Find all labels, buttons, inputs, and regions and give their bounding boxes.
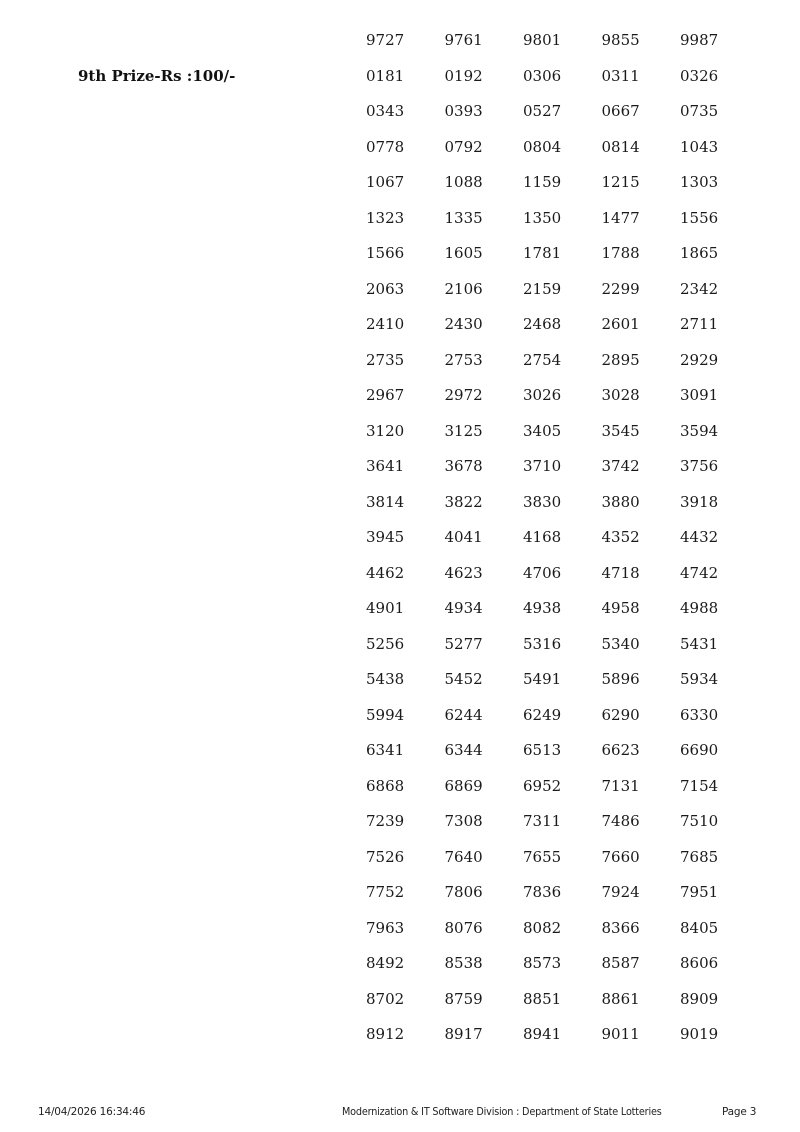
winning-number: 8861 (601, 989, 640, 1008)
number-row (366, 705, 759, 741)
winning-number: 7526 (366, 847, 405, 866)
number-row (366, 172, 759, 208)
winning-number: 5896 (601, 670, 640, 688)
winning-number: 0311 (601, 66, 640, 85)
winning-number: 7836 (523, 883, 562, 901)
winning-number: 0735 (680, 102, 719, 120)
winning-number: 8606 (680, 954, 719, 972)
winning-number: 7951 (680, 883, 719, 901)
winning-number: 3594 (680, 421, 719, 440)
winning-number: 0306 (523, 66, 562, 85)
winning-number: 3545 (601, 421, 640, 440)
winning-number: 3405 (523, 421, 562, 440)
winning-number: 0792 (444, 137, 483, 156)
winning-number: 0778 (366, 137, 405, 156)
winning-number: 3814 (366, 492, 405, 511)
winning-number: 1556 (680, 208, 719, 227)
number-row (366, 385, 759, 421)
winning-number: 2753 (444, 350, 483, 369)
number-row (366, 350, 759, 386)
number-row (366, 492, 759, 528)
winning-number: 4988 (680, 599, 719, 617)
winning-number: 5256 (366, 634, 405, 653)
winning-number: 2342 (680, 279, 719, 298)
winning-number: 4901 (366, 599, 405, 617)
winning-number: 4168 (523, 528, 562, 546)
winning-number: 6290 (601, 705, 640, 724)
winning-number: 7131 (601, 776, 640, 795)
number-row (366, 101, 759, 137)
number-row (366, 66, 759, 102)
winning-number: 8941 (523, 1025, 562, 1043)
winning-number: 8917 (444, 1025, 483, 1043)
winning-number: 6513 (523, 741, 562, 759)
winning-number: 2299 (601, 279, 640, 298)
winning-number: 5994 (366, 705, 405, 724)
winning-number: 2410 (366, 315, 405, 333)
winning-number: 1323 (366, 208, 405, 227)
winning-number: 2159 (523, 279, 562, 298)
winning-number: 7655 (523, 847, 562, 866)
winning-number: 4706 (523, 563, 562, 582)
winning-number: 3822 (444, 492, 483, 511)
winning-number: 3918 (680, 492, 719, 511)
number-row (366, 137, 759, 173)
winning-number: 6623 (601, 741, 640, 759)
winning-number: 7510 (680, 812, 719, 830)
winning-number: 3678 (444, 457, 483, 475)
winning-number: 6952 (523, 776, 562, 795)
winning-number: 7154 (680, 776, 719, 795)
number-row (366, 669, 759, 705)
winning-number: 4934 (444, 599, 483, 617)
winning-number: 1865 (680, 244, 719, 262)
number-row (366, 634, 759, 670)
winning-number: 8912 (366, 1025, 405, 1043)
winning-number: 3742 (601, 457, 640, 475)
winning-number: 1215 (601, 173, 640, 191)
winning-number: 6341 (366, 741, 405, 759)
number-row (366, 243, 759, 279)
winning-number: 4623 (444, 563, 483, 582)
winning-number: 0343 (366, 102, 405, 120)
winning-number: 8082 (523, 918, 562, 937)
winning-number: 1350 (523, 208, 562, 227)
winning-number: 8702 (366, 989, 405, 1008)
number-row (366, 740, 759, 776)
winning-number: 2754 (523, 350, 562, 369)
winning-number: 2972 (444, 386, 483, 404)
winning-number: 4958 (601, 599, 640, 617)
winning-number: 1781 (523, 244, 562, 262)
winning-number: 7963 (366, 918, 405, 937)
winning-number: 4938 (523, 599, 562, 617)
winning-number: 4352 (601, 528, 640, 546)
winning-number: 3120 (366, 421, 405, 440)
winning-number: 2895 (601, 350, 640, 369)
winning-number: 3091 (680, 386, 719, 404)
print-timestamp: 14/04/2026 16:34:46 (38, 1106, 146, 1118)
winning-number: 1303 (680, 173, 719, 191)
winning-number: 6869 (444, 776, 483, 795)
winning-number: 7239 (366, 812, 405, 830)
winning-number: 8492 (366, 954, 405, 972)
winning-number: 7806 (444, 883, 483, 901)
number-row (366, 918, 759, 954)
winning-number: 3945 (366, 528, 405, 546)
number-row (366, 598, 759, 634)
winning-number: 6249 (523, 705, 562, 724)
winning-number: 2735 (366, 350, 405, 369)
winning-number: 6344 (444, 741, 483, 759)
number-row (366, 847, 759, 883)
winning-number: 5491 (523, 670, 562, 688)
number-row (366, 527, 759, 563)
page-number: Page 3 (722, 1106, 757, 1118)
number-row (366, 811, 759, 847)
number-row (366, 989, 759, 1025)
winning-number: 0192 (444, 66, 483, 85)
winning-number: 0527 (523, 102, 562, 120)
page-footer (0, 1106, 800, 1122)
winning-number: 3641 (366, 457, 405, 475)
winning-number: 5438 (366, 670, 405, 688)
winning-number: 1788 (601, 244, 640, 262)
winning-number: 5431 (680, 634, 719, 653)
winning-number: 9761 (444, 31, 483, 49)
winning-number: 1067 (366, 173, 405, 191)
winning-number: 4462 (366, 563, 405, 582)
winning-number: 6330 (680, 705, 719, 724)
winning-number: 8851 (523, 989, 562, 1008)
number-row (366, 882, 759, 918)
winning-number: 7924 (601, 883, 640, 901)
number-row (366, 421, 759, 457)
winning-number: 1335 (444, 208, 483, 227)
winning-number: 2601 (601, 315, 640, 333)
number-row (366, 208, 759, 244)
winning-number: 1159 (523, 173, 562, 191)
winning-number: 7311 (523, 812, 562, 830)
winning-number: 0326 (680, 66, 719, 85)
winning-number: 3028 (601, 386, 640, 404)
winning-number: 5277 (444, 634, 483, 653)
winning-number: 7486 (601, 812, 640, 830)
winning-number: 9855 (601, 31, 640, 49)
winning-number: 0393 (444, 102, 483, 120)
winning-number: 3880 (601, 492, 640, 511)
organization-name: Modernization & IT Software Division : Department of State Lotteries (342, 1106, 662, 1118)
winning-number: 4041 (444, 528, 483, 546)
winning-number: 1605 (444, 244, 483, 262)
winning-number: 2468 (523, 315, 562, 333)
winning-number: 8573 (523, 954, 562, 972)
number-row (366, 776, 759, 812)
winning-number: 5316 (523, 634, 562, 653)
winning-number: 8538 (444, 954, 483, 972)
winning-number: 8759 (444, 989, 483, 1008)
winning-number: 9727 (366, 31, 405, 49)
number-row (366, 953, 759, 989)
number-row (366, 314, 759, 350)
winning-number: 0181 (366, 66, 405, 85)
winning-number: 8405 (680, 918, 719, 937)
winning-numbers-grid (366, 30, 759, 1060)
winning-number: 9011 (601, 1025, 640, 1043)
winning-number: 8587 (601, 954, 640, 972)
winning-number: 9987 (680, 31, 719, 49)
winning-number: 2063 (366, 279, 405, 298)
winning-number: 5340 (601, 634, 640, 653)
winning-number: 6244 (444, 705, 483, 724)
winning-number: 3026 (523, 386, 562, 404)
winning-number: 1477 (601, 208, 640, 227)
winning-number: 0804 (523, 137, 562, 156)
winning-number: 7308 (444, 812, 483, 830)
winning-number: 4432 (680, 528, 719, 546)
winning-number: 8366 (601, 918, 640, 937)
winning-number: 2967 (366, 386, 405, 404)
winning-number: 2106 (444, 279, 483, 298)
winning-number: 4742 (680, 563, 719, 582)
winning-number: 5452 (444, 670, 483, 688)
winning-number: 6868 (366, 776, 405, 795)
winning-number: 9801 (523, 31, 562, 49)
winning-number: 3710 (523, 457, 562, 475)
number-row (366, 30, 759, 66)
winning-number: 7660 (601, 847, 640, 866)
winning-number: 4718 (601, 563, 640, 582)
prize-heading: 9th Prize-Rs :100/- (78, 67, 236, 85)
winning-number: 2929 (680, 350, 719, 369)
winning-number: 8909 (680, 989, 719, 1008)
number-row (366, 1024, 759, 1060)
winning-number: 1043 (680, 137, 719, 156)
winning-number: 3830 (523, 492, 562, 511)
winning-number: 1088 (444, 173, 483, 191)
winning-number: 6690 (680, 741, 719, 759)
winning-number: 5934 (680, 670, 719, 688)
winning-number: 2711 (680, 315, 719, 333)
winning-number: 3756 (680, 457, 719, 475)
winning-number: 7685 (680, 847, 719, 866)
number-row (366, 563, 759, 599)
winning-number: 9019 (680, 1025, 719, 1043)
winning-number: 0814 (601, 137, 640, 156)
winning-number: 2430 (444, 315, 483, 333)
winning-number: 0667 (601, 102, 640, 120)
number-row (366, 456, 759, 492)
winning-number: 8076 (444, 918, 483, 937)
winning-number: 7752 (366, 883, 405, 901)
winning-number: 7640 (444, 847, 483, 866)
winning-number: 3125 (444, 421, 483, 440)
winning-number: 1566 (366, 244, 405, 262)
number-row (366, 279, 759, 315)
